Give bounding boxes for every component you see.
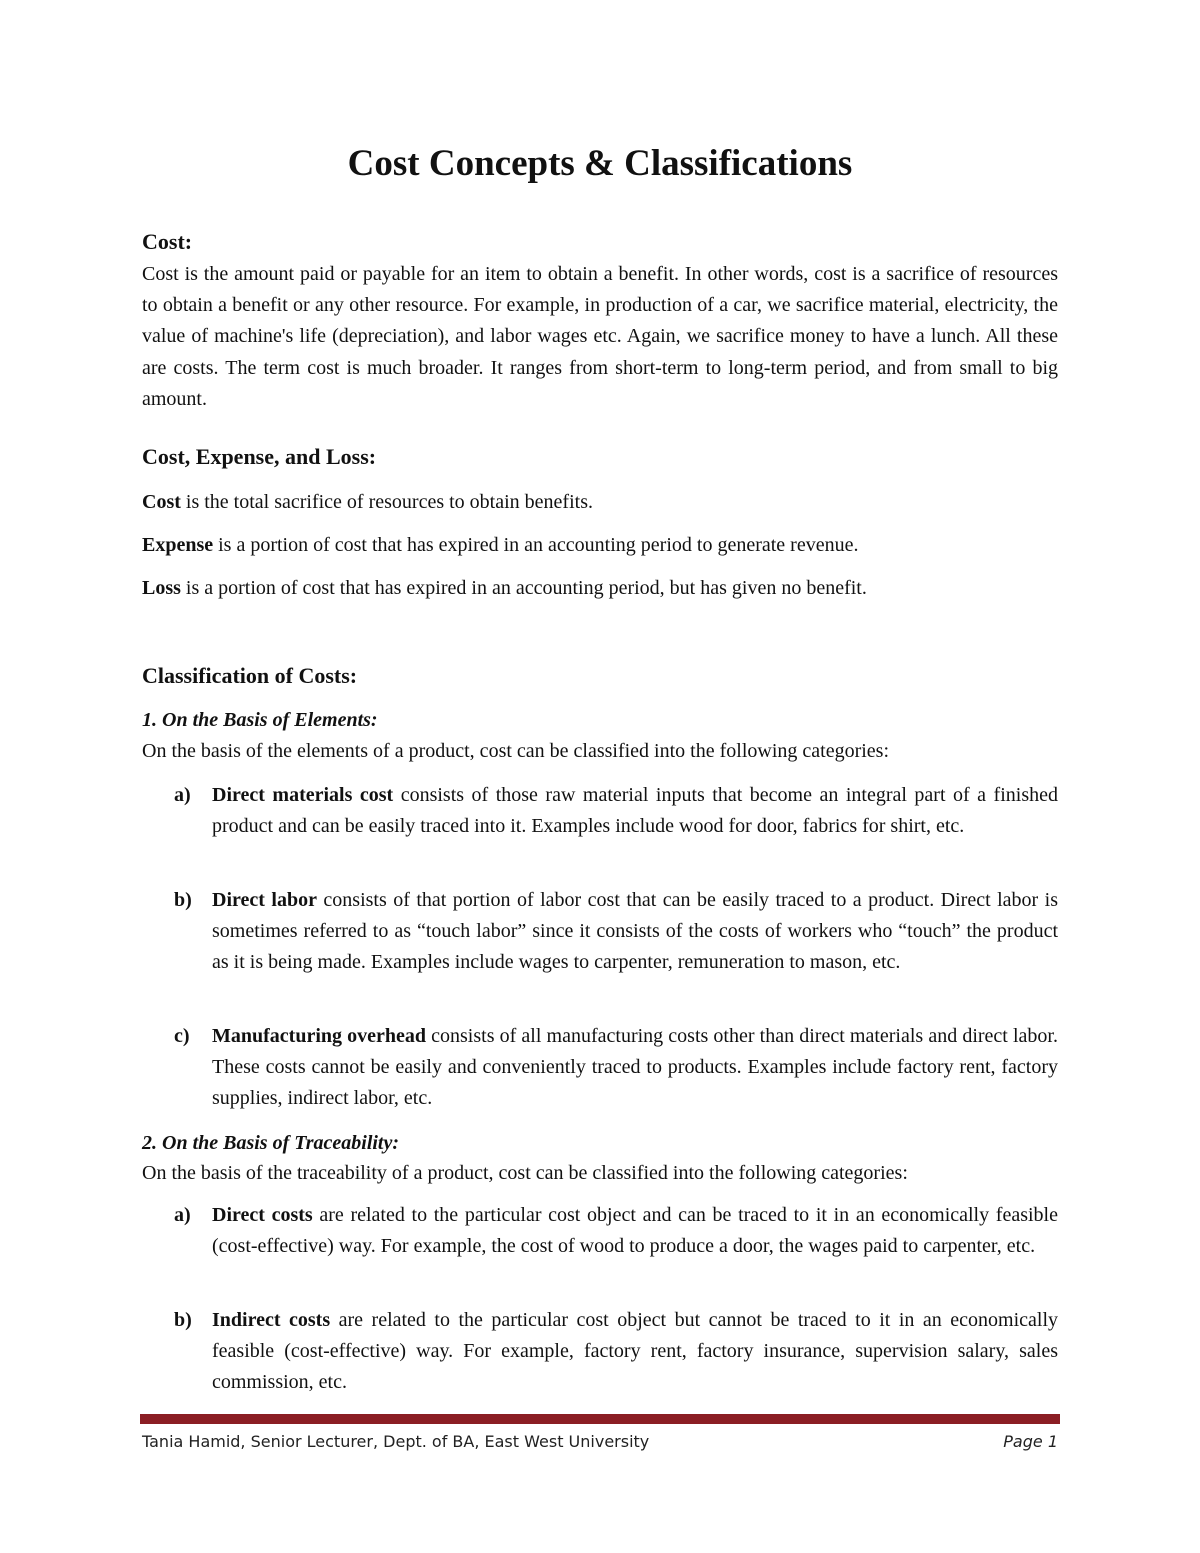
list-item-text: Manufacturing overhead consists of all manufacturing costs other than direct materials and direct labor. These costs cannot be easily and conveniently traced to products. Examples include factory rent, factory supplies, indirect labor, etc.	[212, 1025, 1058, 1110]
cel-term: Cost	[142, 491, 181, 513]
cel-term: Expense	[142, 534, 214, 556]
list-item-text: Direct costs are related to the particular cost object and can be traced to it in an economically feasible (cost-effective) way. For example, the cost of wood to produce a door, the wages paid to carpenter, etc.	[212, 1204, 1058, 1258]
traceability-subheading: 2. On the Basis of Traceability:	[142, 1132, 400, 1154]
cel-cost-line	[142, 487, 1058, 517]
elements-intro: On the basis of the elements of a product, cost can be classified into the following categories:	[142, 740, 890, 762]
footer-rule	[140, 1414, 1060, 1424]
cost-heading: Cost:	[142, 229, 193, 254]
page-title: Cost Concepts & Classifications	[347, 143, 853, 184]
list-item	[142, 1200, 1058, 1262]
list-item-label: c)	[174, 1025, 190, 1047]
list-item-label: b)	[174, 889, 192, 911]
cel-expense-line	[142, 530, 1058, 560]
list-item-label: b)	[174, 1309, 192, 1331]
cost-paragraph: Cost is the amount paid or payable for an item to obtain a benefit. In other words, cost is a sacrifice of resources to obtain a benefit or any other resource. For example, in production of a car, we sacrifice material, electricity, the value of machine's life (depreciation), and labor wages etc. Again, we sacrifice money to have a lunch. All these are costs. The term cost is much broader. It ranges from short-term to long-term period, and from small to big amount.	[142, 263, 1058, 410]
cel-term: Loss	[142, 577, 181, 599]
list-item-text: Direct materials cost consists of those raw material inputs that become an integral part of a finished product and can be easily traced into it. Examples include wood for door, fabrics for shirt, etc.	[212, 784, 1058, 838]
list-item-label: a)	[174, 784, 191, 806]
list-item	[142, 780, 1058, 842]
classification-heading: Classification of Costs:	[142, 663, 358, 688]
list-item-text: Direct labor consists of that portion of labor cost that can be easily traced to a product. Direct labor is sometimes referred to as “touch labor” since it consists of the costs of workers who “touch” the product as it is being made. Examples include wages to carpenter, remuneration to mason, etc.	[212, 889, 1058, 974]
list-item	[142, 885, 1058, 979]
page-number: Page 1	[1003, 1432, 1058, 1451]
list-item	[142, 1305, 1058, 1399]
cel-loss-line	[142, 573, 1058, 603]
elements-subheading: 1. On the Basis of Elements:	[142, 709, 378, 731]
cel-text: is a portion of cost that has expired in an accounting period, but has given no benefit.	[180, 577, 867, 599]
list-item	[142, 1021, 1058, 1115]
footer-author: Tania Hamid, Senior Lecturer, Dept. of BA, East West University	[142, 1432, 650, 1451]
cel-text: is the total sacrifice of resources to obtain benefits.	[180, 491, 593, 513]
list-item-label: a)	[174, 1204, 191, 1226]
cel-heading: Cost, Expense, and Loss:	[142, 444, 377, 469]
list-item-text: Indirect costs are related to the particular cost object but cannot be traced to it in an economically feasible (cost-effective) way. For example, factory rent, factory insurance, supervision salary, sales commission, etc.	[212, 1309, 1058, 1394]
cel-text: is a portion of cost that has expired in an accounting period to generate revenue.	[213, 534, 859, 556]
traceability-intro: On the basis of the traceability of a product, cost can be classified into the following categories:	[142, 1162, 908, 1184]
page-footer	[142, 1432, 1058, 1458]
